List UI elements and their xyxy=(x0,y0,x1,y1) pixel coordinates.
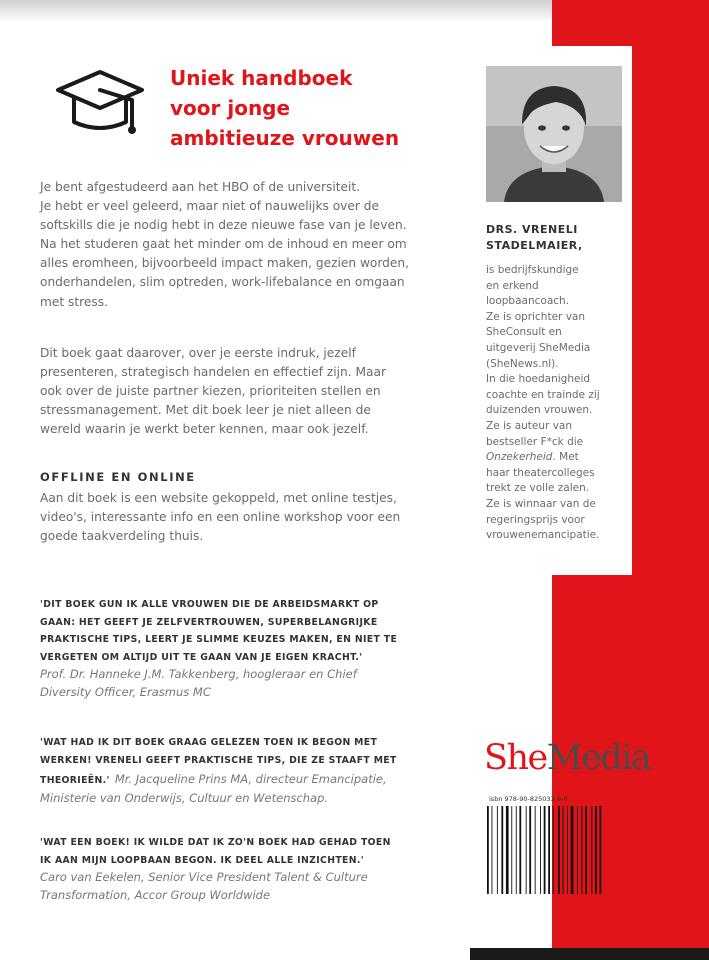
intro-line: Je hebt er veel geleerd, maar niet of nauwelijks over de xyxy=(40,199,380,214)
graduation-cap-icon xyxy=(52,66,148,140)
bio-line: Ze is winnaar van de xyxy=(486,497,596,510)
barcode-bar xyxy=(492,806,493,894)
bio-line: In die hoedanigheid xyxy=(486,373,591,386)
author-name-line: STADELMAIER, xyxy=(486,239,583,252)
bio-line: (SheNews.nl). xyxy=(486,357,559,370)
barcode-bar xyxy=(487,806,489,894)
intro-line: onderhandelen, slim optreden, work-lifebalance en omgaan xyxy=(40,275,405,290)
bio-line: uitgeverij SheMedia xyxy=(486,341,591,354)
barcode-bar xyxy=(501,806,503,894)
headline-line: voor jonge xyxy=(170,96,291,120)
body-line: Dit boek gaat daarover, over je eerste indruk, jezelf xyxy=(40,346,356,360)
book-headline xyxy=(170,63,399,153)
body-paragraph xyxy=(40,344,464,439)
logo-media: Media xyxy=(546,738,651,778)
bottom-strip xyxy=(470,948,709,960)
online-line: goede taakverdeling thuis. xyxy=(40,529,204,544)
quote-line: 'DIT BOEK GUN IK ALLE VROUWEN DIE DE ARBEIDSMARKT OP xyxy=(40,599,379,610)
quote-attribution: Prof. Dr. Hanneke J.M. Takkenberg, hoogleraar en Chief xyxy=(40,667,357,681)
author-portrait-icon xyxy=(486,66,622,202)
barcode-bar xyxy=(516,806,517,894)
barcode-bar xyxy=(567,806,568,894)
barcode-bar xyxy=(506,806,509,894)
barcode-bar xyxy=(591,806,592,894)
quote-line: 'WAT HAD IK DIT BOEK GRAAG GELEZEN TOEN IK BEGON MET xyxy=(40,737,378,748)
book-title-italic: Onzekerheid xyxy=(486,451,553,464)
barcode-bar xyxy=(519,806,521,894)
bio-fragment: . Met xyxy=(552,451,579,464)
bio-line: coachte en trainde zij xyxy=(486,388,600,401)
bio-line: loopbaancoach. xyxy=(486,295,570,308)
online-line: Aan dit boek is een website gekoppeld, met online testjes, xyxy=(40,491,397,505)
quote-attribution: Mr. Jacqueline Prins MA, directeur Emancipatie, xyxy=(114,772,387,786)
quote-line: GAAN: HET GEEFT JE ZELFVERTROUWEN, SUPERBELANGRIJKE xyxy=(40,616,378,628)
quote-line: 'WAT EEN BOEK! IK WILDE DAT IK ZO'N BOEK HAD GEHAD TOEN xyxy=(40,837,391,848)
bio-line: regeringsprijs voor xyxy=(486,513,585,526)
testimonial-quote-2 xyxy=(40,734,478,807)
intro-line: Je bent afgestudeerd aan het HBO of de universiteit. xyxy=(40,180,361,194)
author-name-line: DRS. VRENELI xyxy=(486,223,578,236)
intro-line: alles eromheen, bijvoorbeeld impact maken, gezien worden, xyxy=(40,256,410,271)
bio-line: haar theatercolleges xyxy=(486,466,595,479)
intro-line: Na het studeren gaat het minder om de inhoud en meer om xyxy=(40,237,407,252)
quote-line: IK AAN MIJN LOOPBAAN BEGON. IK DEEL ALLE INZICHTEN.' xyxy=(40,854,364,866)
author-bio xyxy=(486,263,628,544)
bio-line: trekt ze volle zalen. xyxy=(486,482,590,495)
isbn-number: isbn 978-90-825033-8-8 xyxy=(489,795,568,803)
online-paragraph xyxy=(40,489,464,546)
bio-line: bestseller F*ck die xyxy=(486,435,584,448)
barcode-bar xyxy=(548,806,550,894)
author-name xyxy=(486,222,583,254)
barcode-bar xyxy=(577,806,578,894)
barcode-bar xyxy=(558,806,560,894)
body-line: stressmanagement. Met dit boek leer je niet alleen de xyxy=(40,403,371,418)
quote-attribution: Diversity Officer, Erasmus MC xyxy=(40,684,211,699)
bio-line: is bedrijfskundige xyxy=(486,264,579,276)
barcode-bar xyxy=(571,806,574,894)
quote-attribution: Transformation, Accor Group Worldwide xyxy=(40,887,271,902)
barcode-bar xyxy=(526,806,527,894)
intro-line: softskills die je nodig hebt in deze nieuwe fase van je leven. xyxy=(40,218,407,233)
intro-line: met stress. xyxy=(40,294,108,309)
barcode-bar xyxy=(585,806,587,894)
headline-line: ambitieuze vrouwen xyxy=(170,126,400,150)
quote-attribution: Ministerie van Onderwijs, Cultuur en Wetenschap. xyxy=(40,790,329,805)
bio-line: duizenden vrouwen. xyxy=(486,404,593,417)
barcode-bar xyxy=(553,806,554,894)
barcode-bar xyxy=(535,806,536,894)
testimonial-quote-3 xyxy=(40,834,478,904)
bio-line xyxy=(486,450,628,466)
barcode-bar xyxy=(511,806,512,894)
barcode-bar xyxy=(595,806,597,894)
barcode-bar xyxy=(582,806,583,894)
barcode-bar xyxy=(529,806,531,894)
quote-line: PRAKTISCHE TIPS, LEERT JE SLIMME KEUZES MAKEN, EN NIET TE xyxy=(40,634,398,645)
bio-line: en erkend xyxy=(486,279,539,292)
bio-line: Ze is oprichter van xyxy=(486,310,586,323)
quote-line: WERKEN! VRENELI GEEFT PRAKTISCHE TIPS, DIE ZE STAAFT MET xyxy=(40,754,397,766)
quote-line: VERGETEN OM ALTIJD UIT TE GAAN VAN JE EIGEN KRACHT.' xyxy=(40,651,363,663)
intro-paragraph xyxy=(40,178,464,312)
barcode-bar xyxy=(563,806,564,894)
bio-line: SheConsult en xyxy=(486,326,562,339)
logo-she: She xyxy=(484,738,547,778)
publisher-logo xyxy=(484,738,650,778)
barcode-bar xyxy=(600,806,602,894)
quote-attribution: Caro van Eekelen, Senior Vice President Talent & Culture xyxy=(40,870,368,884)
barcode-bar xyxy=(540,806,541,894)
body-line: wereld waarin je werkt beter kennen, maar ook jezelf. xyxy=(40,422,369,437)
body-line: presenteren, strategisch handelen en effectief zijn. Maar xyxy=(40,365,386,380)
barcode xyxy=(486,806,608,894)
bio-line: Ze is auteur van xyxy=(486,419,572,432)
body-line: ook over de juiste partner kiezen, prioriteiten stellen en xyxy=(40,384,381,399)
barcode-bar xyxy=(497,806,498,894)
section-subheading: OFFLINE EN ONLINE xyxy=(40,470,196,484)
barcode-bar xyxy=(544,806,546,894)
online-line: video's, interessante info en een online workshop voor een xyxy=(40,510,401,525)
headline-line: Uniek handboek xyxy=(170,66,353,90)
testimonial-quote-1 xyxy=(40,596,478,701)
author-photo xyxy=(486,66,622,202)
bio-line: vrouwenemancipatie. xyxy=(486,529,600,542)
quote-line: THEORIEËN.' xyxy=(40,775,110,786)
